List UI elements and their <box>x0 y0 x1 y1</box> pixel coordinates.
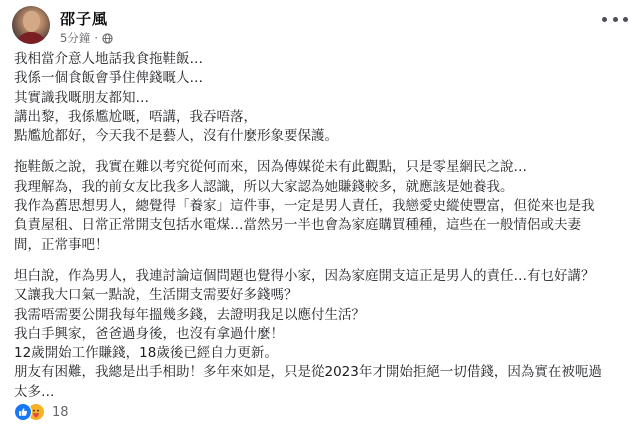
post-line: 點尷尬都好，今天我不是藝人，沒有什麼形象要保護。 <box>14 128 338 145</box>
post-line: 我作為舊思想男人，總覺得「養家」這件事，一定是男人責任，我戀愛史縱使豐富，但從來也是我 <box>14 198 595 215</box>
post-line: 12歲開始工作賺錢，18歲後已經自力更新。 <box>14 345 278 362</box>
reactions-bar[interactable] <box>14 402 69 422</box>
thumbs-up-icon <box>18 407 28 417</box>
more-dot <box>602 17 607 22</box>
paragraph-gap <box>14 255 630 267</box>
post-line: 又讓我大口氣一點說，生活開支需要好多錢嗎？ <box>14 287 298 304</box>
post-body <box>14 50 630 402</box>
post-line: 間，正常事吧！ <box>14 236 109 253</box>
post-line: 坦白說，作為男人，我連討論這個問題也覺得小家，因為家庭開支這正是男人的責任…有乜好講？ <box>14 267 595 284</box>
reaction-count[interactable]: 18 <box>52 404 69 420</box>
post-meta <box>60 30 113 46</box>
avatar-face <box>23 11 40 32</box>
post-line: 負責屋租、日常正常開支包括水電煤…當然另一半也會為家庭購買種種，這些在一般情侶或夫妻 <box>14 217 581 234</box>
paragraph-gap <box>14 146 630 158</box>
globe-icon[interactable] <box>102 33 113 44</box>
post-line: 朋友有困難，我總是出手相助！多年來如是，只是從2023年才開始拒絕一切借錢，因為實在被呃過 <box>14 364 602 381</box>
post-header <box>12 6 628 46</box>
post-line: 拖鞋飯之說，我實在難以考究從何而來，因為傳媒從未有此觀點，只是零星網民之說… <box>14 159 527 176</box>
like-icon[interactable] <box>14 403 32 421</box>
post-time[interactable]: 5分鐘 <box>60 31 91 45</box>
more-dot <box>613 17 618 22</box>
more-options-icon[interactable] <box>602 10 628 28</box>
post-line: 講出黎，我係尷尬嘅，唔講，我吞唔落， <box>14 108 257 125</box>
avatar-shirt <box>16 32 46 44</box>
post-line: 我理解為，我的前女友比我多人認識，所以大家認為她賺錢較多，就應該是她養我。 <box>14 178 514 195</box>
author-name[interactable]: 邵子風 <box>60 10 109 28</box>
post-line: 我係一個食飯會爭住俾錢嘅人… <box>14 70 203 87</box>
post-line: 太多… <box>14 383 55 400</box>
more-dot <box>623 17 628 22</box>
avatar[interactable] <box>12 6 50 44</box>
post-line: 我白手興家，爸爸過身後，也沒有拿過什麼！ <box>14 325 284 342</box>
meta-separator: · <box>94 31 98 45</box>
post-line: 其實識我嘅朋友都知… <box>14 89 149 106</box>
post-line: 我需唔需要公開我每年搵幾多錢，去證明我足以應付生活？ <box>14 306 365 323</box>
post-line: 我相當介意人地話我食拖鞋飯… <box>14 51 203 67</box>
